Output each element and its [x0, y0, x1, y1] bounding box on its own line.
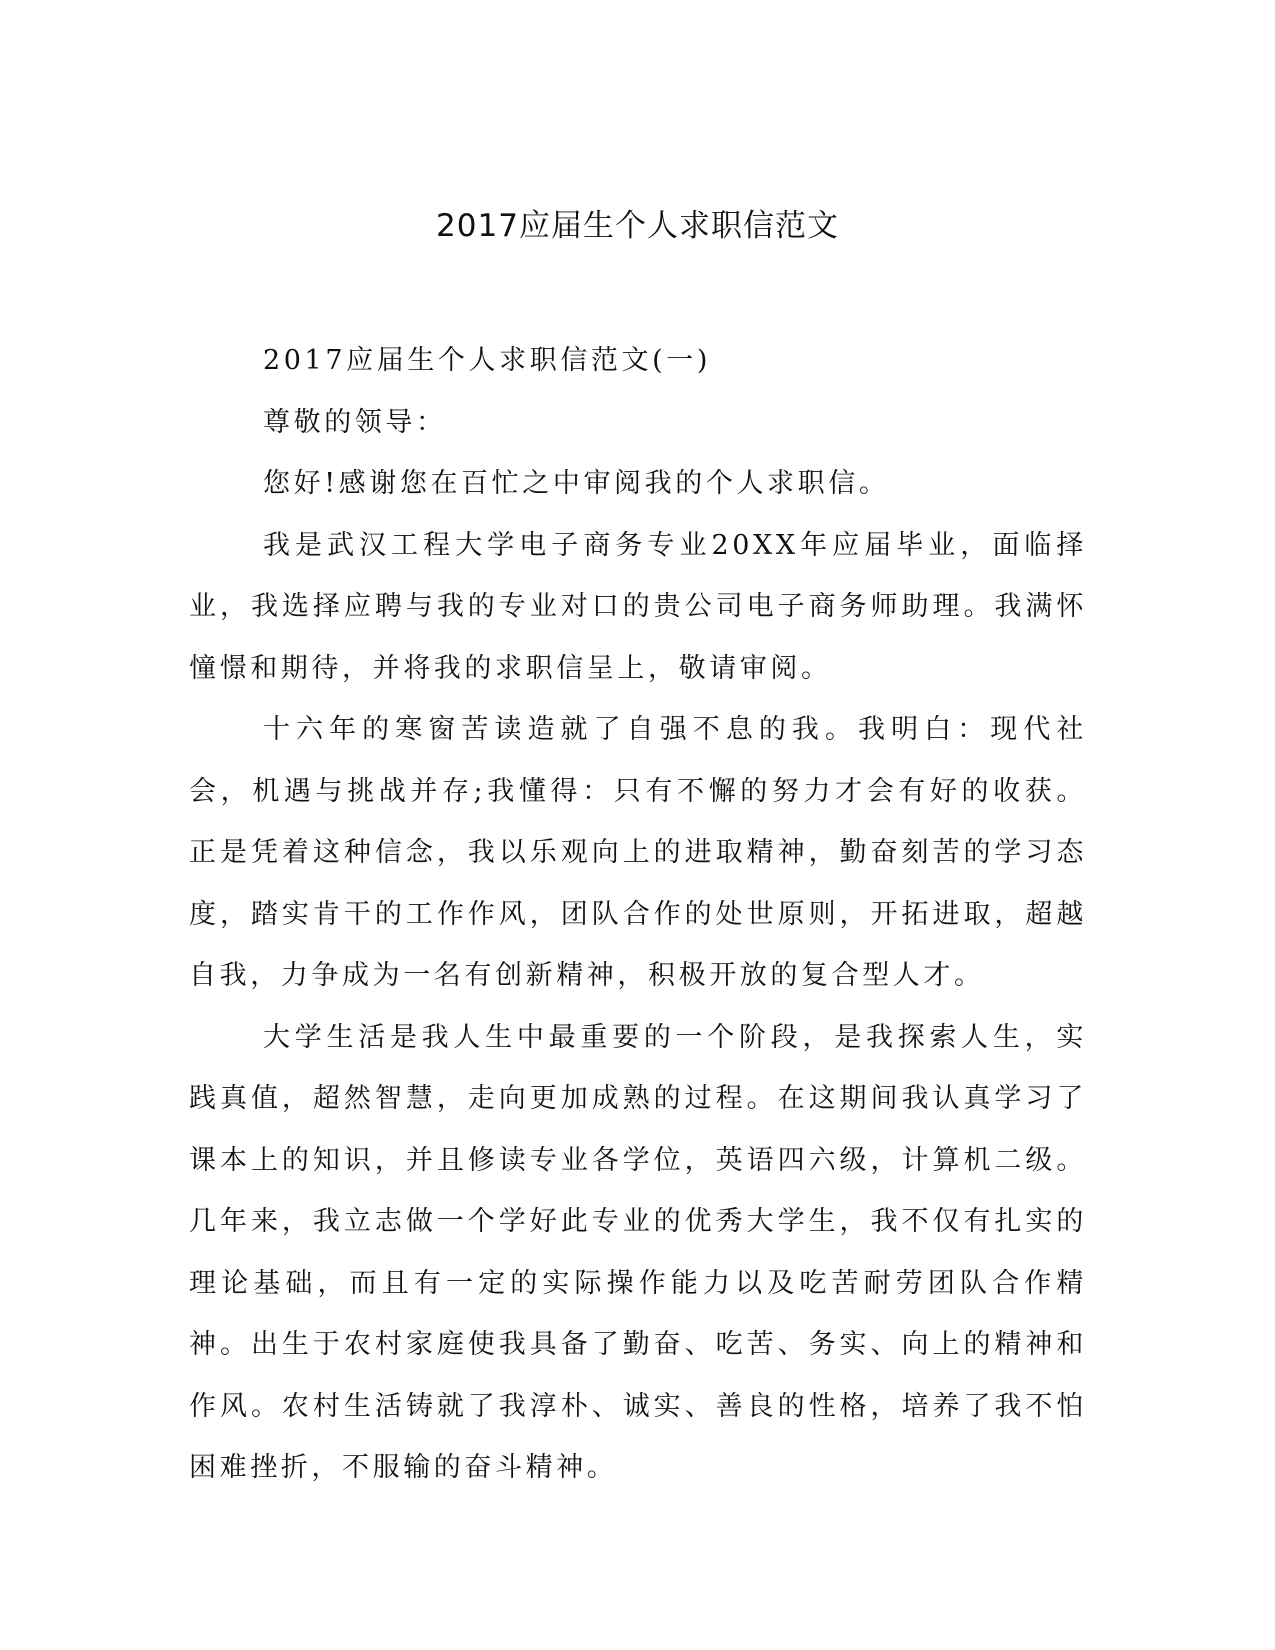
greeting-paragraph: 您好!感谢您在百忙之中审阅我的个人求职信。	[263, 468, 890, 499]
section-heading: 2017应届生个人求职信范文(一)	[263, 345, 711, 376]
document-body	[189, 330, 1087, 1499]
belief-paragraph: 十六年的寒窗苦读造就了自强不息的我。我明白：现代社会，机遇与挑战并存;我懂得：只有不懈的努力才会有好的收获。正是凭着这种信念，我以乐观向上的进取精神，勤奋刻苦的学习态度，踏实肯干的工作作风，团队合作的处世原则，开拓进取，超越自我，力争成为一名有创新精神，积极开放的复合型人才。	[189, 714, 1087, 991]
document-title: 2017应届生个人求职信范文	[436, 208, 839, 244]
intro-paragraph: 我是武汉工程大学电子商务专业20XX年应届毕业，面临择业，我选择应聘与我的专业对口的贵公司电子商务师助理。我满怀憧憬和期待，并将我的求职信呈上，敬请审阅。	[189, 529, 1087, 684]
college-life-paragraph: 大学生活是我人生中最重要的一个阶段，是我探索人生，实践真值，超然智慧，走向更加成熟的过程。在这期间我认真学习了课本上的知识，并且修读专业各学位，英语四六级，计算机二级。几年来，我立志做一个学好此专业的优秀大学生，我不仅有扎实的理论基础，而且有一定的实际操作能力以及吃苦耐劳团队合作精神。出生于农村家庭使我具备了勤奋、吃苦、务实、向上的精神和作风。农村生活铸就了我淳朴、诚实、善良的性格，培养了我不怕困难挫折，不服输的奋斗精神。	[189, 1021, 1087, 1483]
salutation: 尊敬的领导：	[263, 406, 447, 438]
